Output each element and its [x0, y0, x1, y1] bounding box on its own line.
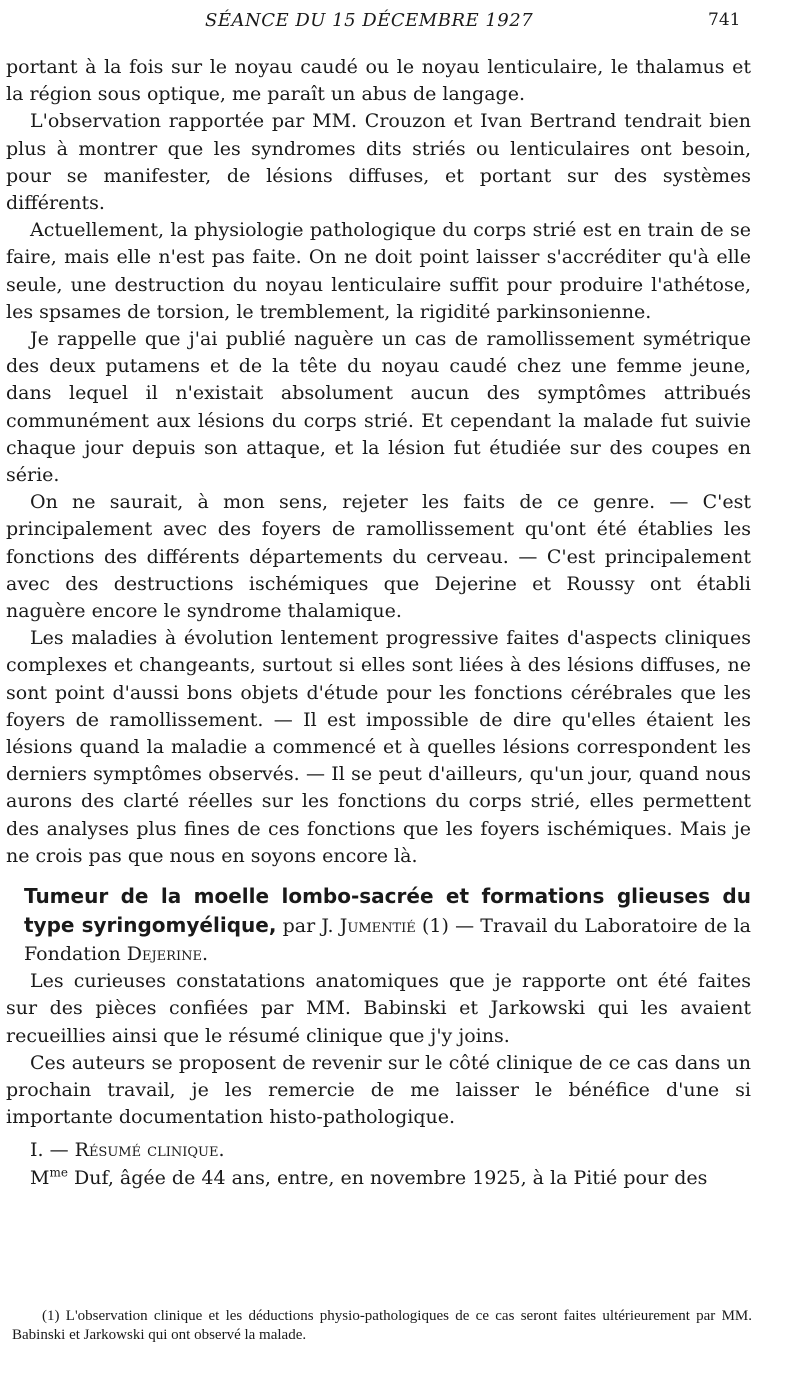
running-header: [0, 10, 800, 34]
footnote-marker: (1): [42, 1308, 60, 1324]
paragraph: Ces auteurs se proposent de revenir sur le côté clinique de ce cas dans un prochain travail, je les remercie de me laisser le bénéfice d'une si importante documentation histo-pathologique.: [6, 1051, 751, 1129]
article-affiliation-name: Dejerine.: [126, 943, 209, 966]
paragraph: portant à la fois sur le noyau caudé ou le noyau lenticulaire, le thalamus et la région sous optique, me paraît un abus de langage.: [6, 56, 751, 106]
footnote-text: L'observation clinique et les déductions physio-pathologiques de ce cas seront faites ultérieurement par MM. Babinski et Jarkowski qui ont observé la malade.: [12, 1308, 752, 1343]
paragraph: Les curieuses constatations anatomiques que je rapporte ont été faites sur des pièces confiées par MM. Babinski et Jarkowski qui les avaient recueillies ainsi que le résumé clinique que j'y joins.: [6, 970, 751, 1047]
title-prefix: M: [30, 1166, 50, 1189]
section-number: I. —: [30, 1139, 69, 1162]
paragraph: Je rappelle que j'ai publié naguère un cas de ramollissement symétrique des deux putamens et de la tête du noyau caudé chez une femme jeune, dans lequel il n'existait absolument aucun des symptômes attribués communément aux lésions du corps strié. Et cependant la malade fut suivie chaque jour depuis son attaque, et la lésion fut étudiée sur des coupes en série.: [6, 328, 751, 487]
article-by: par J.: [282, 915, 334, 938]
article-note-ref: (1): [421, 915, 449, 938]
paragraph: Actuellement, la physiologie pathologique du corps strié est en train de se faire, mais elle n'est pas faite. On ne doit point laisser s'accréditer qu'à elle seule, une destruction du noyau lenticulaire suffit pour produire l'athétose, les spsames de torsion, le tremblement, la rigidité parkinsonienne.: [6, 219, 751, 323]
footnote: [12, 1307, 752, 1345]
paragraph: Les maladies à évolution lentement progressive faites d'aspects cliniques complexes et changeants, surtout si elles sont liées à des lésions diffuses, ne sont point d'aussi bons objets d'étude pour les fonctions cérébrales que les foyers de ramollissement. — Il est impossible de dire qu'elles étaient les lésions quand la maladie a commencé et à quelles lésions correspondent les derniers symptômes observés. — Il se peut d'ailleurs, qu'un jour, quand nous aurons des clarté réelles sur les fonctions du corps strié, elles permettent des analyses plus fines de ces fonctions que les foyers ischémiques. Mais je ne crois pas que nous en soyons encore là.: [6, 627, 751, 867]
title-sup: me: [49, 1165, 68, 1180]
paragraph: L'observation rapportée par MM. Crouzon et Ivan Bertrand tendrait bien plus à montrer que les syndromes dits striés ou lenticulaires ont besoin, pour se manifester, de lésions diffuses, et portant sur des systèmes différents.: [6, 110, 751, 215]
main-text: [6, 54, 751, 1192]
article-affiliation: Travail du Laboratoire de la Fondation: [24, 915, 751, 966]
article-author: Jumentié: [339, 915, 416, 938]
running-title: SÉANCE DU 15 DÉCEMBRE 1927: [205, 10, 534, 31]
section-heading: [6, 1137, 751, 1164]
article-dash: —: [455, 915, 475, 938]
paragraph-text: Duf, âgée de 44 ans, entre, en novembre 1925, à la Pitié pour des: [67, 1166, 708, 1189]
paragraph: [6, 1165, 751, 1192]
article-title-text: Tumeur de la moelle lombo-sacrée et formations glieuses du type syringomyélique,: [24, 884, 751, 938]
paragraph: On ne saurait, à mon sens, rejeter les faits de ce genre. — C'est principalement avec des foyers de ramollissement qu'ont été établies les fonctions des différents départements du cerveau. — C'est principalement avec des destructions ischémiques que Dejerine et Roussy ont établi naguère encore le syndrome thalamique.: [6, 491, 751, 623]
article-title: [6, 882, 751, 968]
page-number: 741: [708, 10, 741, 30]
section-label: Résumé clinique.: [74, 1139, 225, 1162]
